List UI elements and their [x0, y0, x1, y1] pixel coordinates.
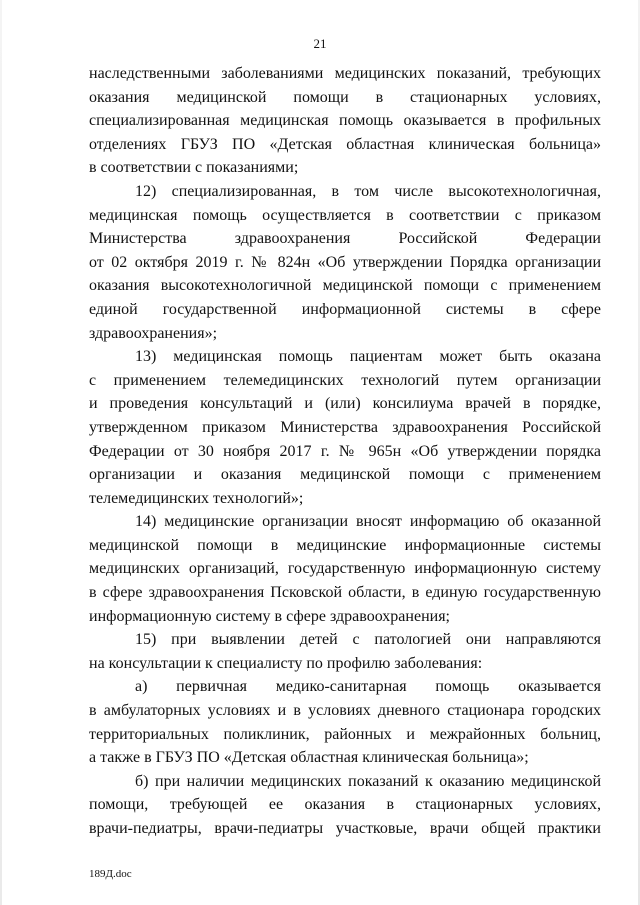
paragraph-continuation [89, 62, 601, 180]
text-line: медицинской помощи в медицинские информационные системы [89, 536, 601, 554]
text-line: утвержденном приказом Министерства здравоохранения Российской [89, 418, 601, 436]
text-line: Министерства здравоохранения Российской Федерации [89, 230, 601, 248]
text-line: б) при наличии медицинских показаний к оказанию медицинской [135, 772, 601, 790]
paragraph-item-13 [89, 345, 601, 510]
text-line: в соответствии с показаниями; [89, 159, 299, 177]
text-line: специализированная медицинская помощь оказывается в профильных [89, 112, 601, 130]
text-line: с применением телемедицинских технологий путем организации [89, 371, 601, 389]
text-line: на консультации к специалисту по профилю заболевания: [89, 654, 483, 672]
text-line: помощи, требующей ее оказания в стационарных условиях, [89, 796, 601, 814]
document-footer-filename: 189Д.doc [89, 868, 132, 880]
paragraph-subitem-b [89, 770, 601, 841]
scan-edge-left [0, 0, 2, 905]
text-line: оказания высокотехнологичной медицинской помощи с применением [89, 277, 601, 295]
text-line: 15) при выявлении детей с патологией они направляются [135, 631, 601, 649]
text-line: отделениях ГБУЗ ПО «Детская областная клиническая больница» [89, 135, 601, 153]
text-line: медицинских организаций, государственную информационную систему [89, 560, 601, 578]
text-line: Федерации от 30 ноября 2017 г. № 965н «Об утверждении порядка [89, 442, 601, 460]
text-line: наследственными заболеваниями медицинских показаний, требующих [89, 65, 601, 82]
paragraph-item-15 [89, 628, 601, 675]
text-line: информационную систему в сфере здравоохранения; [89, 607, 450, 625]
text-line: а) первичная медико-санитарная помощь оказывается [135, 678, 601, 696]
paragraph-item-12 [89, 180, 601, 345]
page-number: 21 [313, 36, 327, 51]
paragraph-subitem-a [89, 675, 601, 769]
text-line: единой государственной информационной системы в сфере [89, 300, 601, 318]
text-line: в амбулаторных условиях и в условиях дневного стационара городских [89, 702, 601, 720]
text-line: организации и оказания медицинской помощи с применением [89, 466, 601, 484]
text-line: 13) медицинская помощь пациентам может быть оказана [135, 348, 601, 366]
text-line: врачи-педиатры, врачи-педиатры участковые, врачи общей практики [89, 820, 601, 837]
text-line: оказания медицинской помощи в стационарных условиях, [89, 88, 601, 106]
text-line: в сфере здравоохранения Псковской области, в единую государственную [89, 584, 601, 602]
text-line: а также в ГБУЗ ПО «Детская областная клиническая больница»; [89, 749, 529, 767]
text-line: 12) специализированная, в том числе высокотехнологичная, [135, 182, 601, 200]
text-line: здравоохранения»; [89, 324, 218, 342]
text-line: телемедицинских технологий»; [89, 489, 304, 507]
text-line: 14) медицинские организации вносят информацию об оказанной [135, 513, 601, 531]
document-body [89, 62, 601, 841]
text-line: территориальных поликлиник, районных и межрайонных больниц, [89, 725, 601, 743]
text-line: от 02 октября 2019 г. № 824н «Об утверждении Порядка организации [89, 253, 601, 271]
paragraph-item-14 [89, 510, 601, 628]
text-line: и проведения консультаций и (или) консилиума врачей в порядке, [89, 395, 601, 413]
text-line: медицинская помощь осуществляется в соответствии с приказом [89, 206, 601, 224]
